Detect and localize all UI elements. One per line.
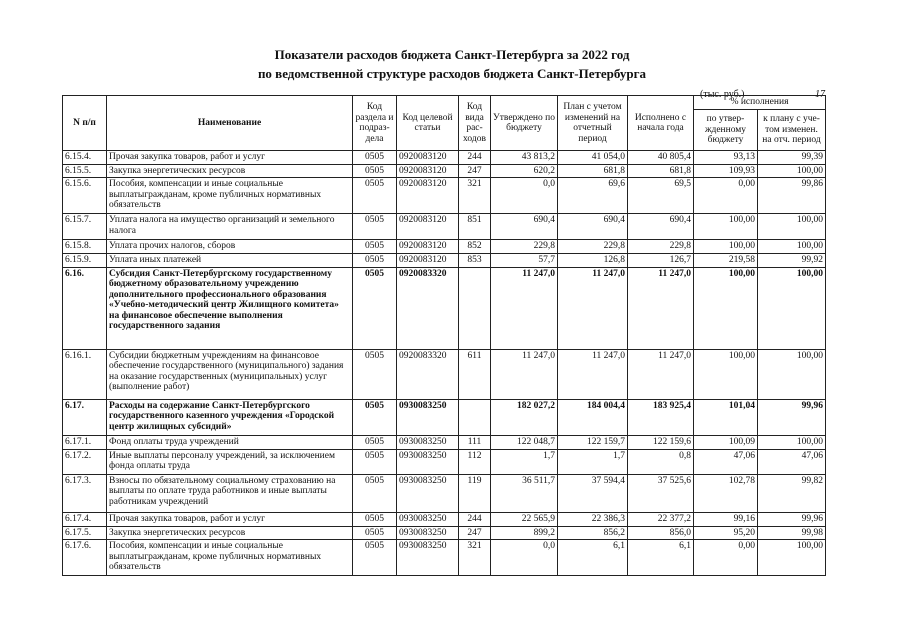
row-target: 0920083120 bbox=[397, 178, 459, 214]
row-pct-plan: 99,98 bbox=[758, 526, 826, 540]
row-num: 6.17.2. bbox=[63, 449, 107, 474]
row-section: 0505 bbox=[353, 253, 397, 267]
row-name: Уплата налога на имущество организаций и земельного налога bbox=[107, 214, 353, 240]
row-kind bbox=[459, 267, 491, 349]
table-row bbox=[63, 164, 826, 178]
row-num: 6.16. bbox=[63, 267, 107, 349]
row-approved: 0,0 bbox=[491, 540, 558, 576]
row-target: 0930083250 bbox=[397, 540, 459, 576]
row-num: 6.16.1. bbox=[63, 349, 107, 399]
row-pct-budget: 101,04 bbox=[694, 399, 758, 435]
row-pct-plan: 99,96 bbox=[758, 512, 826, 526]
row-name: Субсидии бюджетным учреждениям на финансовое обеспечение государственного (муниципального) задания на оказание государственных (муниципальных) услуг (выполнение работ) bbox=[107, 349, 353, 399]
table-row bbox=[63, 240, 826, 254]
header-section: Код раздела и подраз-дела bbox=[353, 96, 397, 151]
row-plan: 22 386,3 bbox=[558, 512, 628, 526]
row-pct-plan: 99,96 bbox=[758, 399, 826, 435]
row-pct-plan: 47,06 bbox=[758, 449, 826, 474]
row-target: 0930083250 bbox=[397, 399, 459, 435]
row-name: Прочая закупка товаров, работ и услуг bbox=[107, 151, 353, 165]
row-section: 0505 bbox=[353, 151, 397, 165]
row-num: 6.15.7. bbox=[63, 214, 107, 240]
row-section: 0505 bbox=[353, 214, 397, 240]
header-name: Наименование bbox=[107, 96, 353, 151]
row-pct-budget: 47,06 bbox=[694, 449, 758, 474]
table-row bbox=[63, 399, 826, 435]
row-pct-budget: 100,00 bbox=[694, 214, 758, 240]
header-executed: Исполнено с начала года bbox=[628, 96, 694, 151]
row-pct-plan: 100,00 bbox=[758, 240, 826, 254]
report-title-line-2: по ведомственной структуре расходов бюджета Санкт-Петербурга bbox=[257, 66, 647, 81]
report-title-line-1: Показатели расходов бюджета Санкт-Петербурга за 2022 год bbox=[274, 47, 630, 62]
table-row bbox=[63, 449, 826, 474]
row-pct-budget: 102,78 bbox=[694, 474, 758, 512]
row-executed: 11 247,0 bbox=[628, 267, 694, 349]
table-row bbox=[63, 540, 826, 576]
row-pct-plan: 99,86 bbox=[758, 178, 826, 214]
row-target: 0920083320 bbox=[397, 267, 459, 349]
row-executed: 690,4 bbox=[628, 214, 694, 240]
row-target: 0930083250 bbox=[397, 449, 459, 474]
table-row bbox=[63, 435, 826, 449]
row-pct-budget: 100,00 bbox=[694, 349, 758, 399]
row-approved: 11 247,0 bbox=[491, 267, 558, 349]
row-pct-budget: 109,93 bbox=[694, 164, 758, 178]
row-kind: 321 bbox=[459, 178, 491, 214]
row-pct-budget: 99,16 bbox=[694, 512, 758, 526]
row-plan: 37 594,4 bbox=[558, 474, 628, 512]
row-num: 6.17.1. bbox=[63, 435, 107, 449]
row-pct-budget: 95,20 bbox=[694, 526, 758, 540]
row-executed: 681,8 bbox=[628, 164, 694, 178]
row-pct-budget: 93,13 bbox=[694, 151, 758, 165]
header-approved: Утверждено по бюджету bbox=[491, 96, 558, 151]
row-pct-plan: 100,00 bbox=[758, 164, 826, 178]
row-pct-plan: 99,82 bbox=[758, 474, 826, 512]
row-pct-plan: 100,00 bbox=[758, 214, 826, 240]
row-approved: 182 027,2 bbox=[491, 399, 558, 435]
row-target: 0920083120 bbox=[397, 214, 459, 240]
row-pct-budget: 0,00 bbox=[694, 540, 758, 576]
row-name: Закупка энергетических ресурсов bbox=[107, 164, 353, 178]
row-name: Прочая закупка товаров, работ и услуг bbox=[107, 512, 353, 526]
header-pct-plan: к плану с уче-том изменен. на отч. период bbox=[758, 109, 826, 151]
header-target: Код целевой статьи bbox=[397, 96, 459, 151]
row-name: Взносы по обязательному социальному страхованию на выплаты по оплате труда работников и иные выплаты работникам учреждений bbox=[107, 474, 353, 512]
row-num: 6.15.8. bbox=[63, 240, 107, 254]
row-plan: 122 159,7 bbox=[558, 435, 628, 449]
row-kind: 244 bbox=[459, 151, 491, 165]
row-approved: 36 511,7 bbox=[491, 474, 558, 512]
row-plan: 69,6 bbox=[558, 178, 628, 214]
row-name: Пособия, компенсации и иные социальные выплатыгражданам, кроме публичных нормативных обязательств bbox=[107, 540, 353, 576]
row-approved: 0,0 bbox=[491, 178, 558, 214]
row-pct-plan: 100,00 bbox=[758, 435, 826, 449]
row-kind: 853 bbox=[459, 253, 491, 267]
row-plan: 1,7 bbox=[558, 449, 628, 474]
row-kind: 851 bbox=[459, 214, 491, 240]
row-kind: 112 bbox=[459, 449, 491, 474]
row-target: 0920083120 bbox=[397, 164, 459, 178]
row-name: Расходы на содержание Санкт-Петербургского государственного казенного учреждения «Городской центр жилищных субсидий» bbox=[107, 399, 353, 435]
row-section: 0505 bbox=[353, 449, 397, 474]
row-target: 0930083250 bbox=[397, 512, 459, 526]
row-section: 0505 bbox=[353, 526, 397, 540]
row-name: Пособия, компенсации и иные социальные выплатыгражданам, кроме публичных нормативных обязательств bbox=[107, 178, 353, 214]
table-row bbox=[63, 526, 826, 540]
row-section: 0505 bbox=[353, 399, 397, 435]
row-kind: 247 bbox=[459, 526, 491, 540]
table-row bbox=[63, 512, 826, 526]
row-plan: 184 004,4 bbox=[558, 399, 628, 435]
row-approved: 690,4 bbox=[491, 214, 558, 240]
row-pct-plan: 99,39 bbox=[758, 151, 826, 165]
row-num: 6.15.6. bbox=[63, 178, 107, 214]
row-pct-budget: 219,58 bbox=[694, 253, 758, 267]
row-name: Уплата прочих налогов, сборов bbox=[107, 240, 353, 254]
header-pct-group: % исполнения bbox=[694, 96, 826, 110]
row-plan: 681,8 bbox=[558, 164, 628, 178]
row-approved: 620,2 bbox=[491, 164, 558, 178]
row-num: 6.15.4. bbox=[63, 151, 107, 165]
row-target: 0920083120 bbox=[397, 253, 459, 267]
row-plan: 229,8 bbox=[558, 240, 628, 254]
row-kind: 852 bbox=[459, 240, 491, 254]
row-num: 6.15.9. bbox=[63, 253, 107, 267]
row-num: 6.17.5. bbox=[63, 526, 107, 540]
row-executed: 69,5 bbox=[628, 178, 694, 214]
header-kind: Код вида рас-ходов bbox=[459, 96, 491, 151]
row-section: 0505 bbox=[353, 474, 397, 512]
table-row bbox=[63, 267, 826, 349]
row-executed: 183 925,4 bbox=[628, 399, 694, 435]
table-row bbox=[63, 349, 826, 399]
row-plan: 41 054,0 bbox=[558, 151, 628, 165]
row-executed: 0,8 bbox=[628, 449, 694, 474]
row-executed: 37 525,6 bbox=[628, 474, 694, 512]
row-section: 0505 bbox=[353, 512, 397, 526]
row-executed: 40 805,4 bbox=[628, 151, 694, 165]
row-pct-budget: 100,00 bbox=[694, 267, 758, 349]
row-num: 6.17.4. bbox=[63, 512, 107, 526]
table-body bbox=[63, 151, 826, 576]
row-plan: 690,4 bbox=[558, 214, 628, 240]
row-executed: 6,1 bbox=[628, 540, 694, 576]
row-pct-plan: 99,92 bbox=[758, 253, 826, 267]
row-executed: 11 247,0 bbox=[628, 349, 694, 399]
row-pct-plan: 100,00 bbox=[758, 349, 826, 399]
table-row bbox=[63, 178, 826, 214]
row-plan: 11 247,0 bbox=[558, 267, 628, 349]
row-target: 0920083320 bbox=[397, 349, 459, 399]
page-number: 17 bbox=[815, 89, 825, 100]
row-target: 0920083120 bbox=[397, 240, 459, 254]
header-plan: План с учетом изменений на отчетный период bbox=[558, 96, 628, 151]
row-approved: 43 813,2 bbox=[491, 151, 558, 165]
row-approved: 122 048,7 bbox=[491, 435, 558, 449]
row-section: 0505 bbox=[353, 267, 397, 349]
row-kind: 244 bbox=[459, 512, 491, 526]
row-section: 0505 bbox=[353, 178, 397, 214]
row-pct-budget: 0,00 bbox=[694, 178, 758, 214]
header-pct-budget: по утвер-жденному бюджету bbox=[694, 109, 758, 151]
row-kind: 119 bbox=[459, 474, 491, 512]
row-name: Иные выплаты персоналу учреждений, за исключением фонда оплаты труда bbox=[107, 449, 353, 474]
row-kind: 611 bbox=[459, 349, 491, 399]
row-plan: 11 247,0 bbox=[558, 349, 628, 399]
row-name: Субсидия Санкт-Петербургскому государственному бюджетному образовательному учреждению дополнительного профессионального образования «Учебно-методический центр Жилищного комитета» на финансовое обеспечение выполнения государственного задания bbox=[107, 267, 353, 349]
row-executed: 229,8 bbox=[628, 240, 694, 254]
row-num: 6.17.3. bbox=[63, 474, 107, 512]
row-approved: 899,2 bbox=[491, 526, 558, 540]
row-executed: 122 159,6 bbox=[628, 435, 694, 449]
units-label: (тыс. руб.) bbox=[700, 89, 745, 100]
row-section: 0505 bbox=[353, 435, 397, 449]
table-row bbox=[63, 151, 826, 165]
row-target: 0930083250 bbox=[397, 474, 459, 512]
row-section: 0505 bbox=[353, 240, 397, 254]
row-name: Фонд оплаты труда учреждений bbox=[107, 435, 353, 449]
row-kind: 247 bbox=[459, 164, 491, 178]
row-executed: 22 377,2 bbox=[628, 512, 694, 526]
row-section: 0505 bbox=[353, 540, 397, 576]
row-plan: 126,8 bbox=[558, 253, 628, 267]
row-plan: 856,2 bbox=[558, 526, 628, 540]
expenses-table bbox=[62, 95, 826, 576]
row-name: Закупка энергетических ресурсов bbox=[107, 526, 353, 540]
table-row bbox=[63, 474, 826, 512]
row-plan: 6,1 bbox=[558, 540, 628, 576]
row-name: Уплата иных платежей bbox=[107, 253, 353, 267]
row-target: 0920083120 bbox=[397, 151, 459, 165]
row-num: 6.17.6. bbox=[63, 540, 107, 576]
row-pct-plan: 100,00 bbox=[758, 540, 826, 576]
row-num: 6.17. bbox=[63, 399, 107, 435]
row-approved: 1,7 bbox=[491, 449, 558, 474]
header-num: N п/п bbox=[63, 96, 107, 151]
row-approved: 11 247,0 bbox=[491, 349, 558, 399]
row-approved: 57,7 bbox=[491, 253, 558, 267]
row-kind: 321 bbox=[459, 540, 491, 576]
row-pct-budget: 100,00 bbox=[694, 240, 758, 254]
row-kind bbox=[459, 399, 491, 435]
row-pct-budget: 100,09 bbox=[694, 435, 758, 449]
row-pct-plan: 100,00 bbox=[758, 267, 826, 349]
row-num: 6.15.5. bbox=[63, 164, 107, 178]
row-target: 0930083250 bbox=[397, 435, 459, 449]
row-section: 0505 bbox=[353, 349, 397, 399]
row-approved: 22 565,9 bbox=[491, 512, 558, 526]
table-row bbox=[63, 214, 826, 240]
row-approved: 229,8 bbox=[491, 240, 558, 254]
row-section: 0505 bbox=[353, 164, 397, 178]
row-executed: 126,7 bbox=[628, 253, 694, 267]
row-target: 0930083250 bbox=[397, 526, 459, 540]
row-kind: 111 bbox=[459, 435, 491, 449]
table-row bbox=[63, 253, 826, 267]
row-executed: 856,0 bbox=[628, 526, 694, 540]
